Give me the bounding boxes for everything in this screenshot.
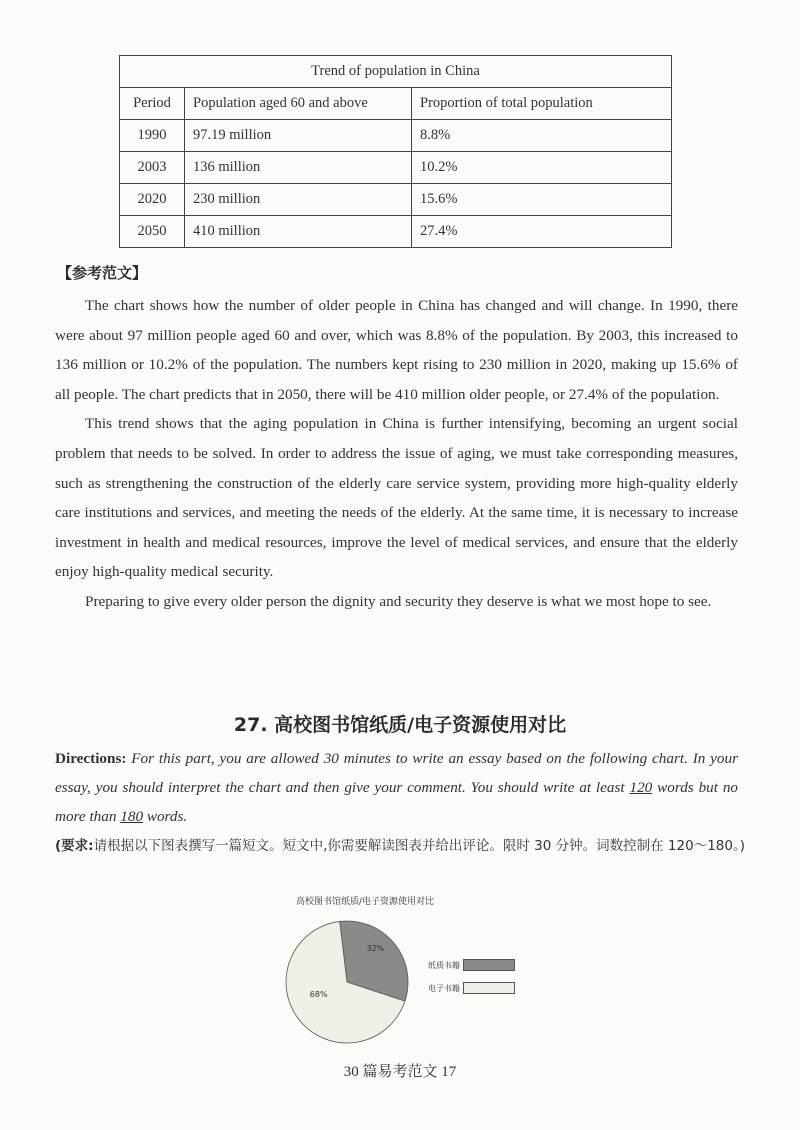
table-header-population: Population aged 60 and above	[185, 88, 412, 120]
table-cell: 2020	[120, 184, 185, 216]
table-header-proportion: Proportion of total population	[412, 88, 672, 120]
legend-swatch-paper	[463, 959, 515, 971]
directions	[55, 744, 738, 831]
requirement-note	[55, 833, 745, 859]
table-cell: 8.8%	[412, 120, 672, 152]
sample-essay	[55, 291, 738, 617]
page-footer: 30 篇易考范文 17	[343, 1064, 457, 1080]
table-cell: 15.6%	[412, 184, 672, 216]
legend-label-paper: 纸质书籍	[428, 961, 460, 970]
section-title: 27. 高校图书馆纸质/电子资源使用对比	[233, 714, 567, 736]
requirement-text: 请根据以下图表撰写一篇短文。短文中,你需要解读图表并给出评论。限时 30 分钟。词数控制在 120～180。)	[93, 838, 745, 854]
directions-label: Directions:	[55, 750, 127, 767]
pie-chart	[250, 890, 560, 1050]
directions-text: For this part, you are allowed 30 minutes to write an essay based on the following chart. In your essay, you should interpret the chart and then give your comment. You should write at least 120 words but no more than 180 words.	[55, 750, 739, 825]
table-cell: 2050	[120, 216, 185, 248]
table-cell: 410 million	[185, 216, 412, 248]
table-cell: 97.19 million	[185, 120, 412, 152]
table-cell: 1990	[120, 120, 185, 152]
table-caption: Trend of population in China	[120, 56, 672, 88]
table-cell: 27.4%	[412, 216, 672, 248]
legend-label-ebook: 电子书籍	[428, 984, 460, 993]
chart-title: 高校图书馆纸质/电子资源使用对比	[295, 897, 435, 907]
pie-label-0: 32%	[366, 943, 385, 953]
table-cell: 136 million	[185, 152, 412, 184]
pie-label-1: 68%	[309, 990, 328, 1000]
essay-paragraph-1: The chart shows how the number of older people in China has changed and will change. In 1990, there were about 97 million people aged 60 and over, which was 8.8% of the population. By 2003, this increased to 136 million or 10.2% of the population. The numbers kept rising to 230 million in 2020, making up 15.6% of all people. The chart predicts that in 2050, there will be 410 million older people, or 27.4% of the population.	[55, 297, 738, 403]
min-words: 120	[629, 779, 653, 796]
max-words: 180	[120, 808, 144, 825]
legend-swatch-ebook	[463, 982, 515, 994]
sample-essay-heading: 【参考范文】	[57, 264, 148, 282]
table-row	[120, 216, 672, 248]
essay-paragraph-2: This trend shows that the aging population in China is further intensifying, becoming an urgent social problem that needs to be solved. In order to address the issue of aging, we must take corresponding measures, such as strengthening the construction of the elderly care service system, providing more high-quality elderly care institutions and services, and meeting the needs of the elderly. At the same time, it is necessary to increase investment in health and medical resources, improve the level of medical services, and ensure that the elderly enjoy high-quality medical security.	[55, 415, 738, 581]
population-table	[119, 55, 672, 248]
requirement-label: (要求:	[55, 838, 94, 854]
table-row	[120, 184, 672, 216]
table-cell: 2003	[120, 152, 185, 184]
table-cell: 230 million	[185, 184, 412, 216]
table-cell: 10.2%	[412, 152, 672, 184]
table-row	[120, 152, 672, 184]
table-row	[120, 120, 672, 152]
essay-paragraph-3: Preparing to give every older person the dignity and security they deserve is what we most hope to see.	[85, 592, 712, 610]
table-header-period: Period	[120, 88, 185, 120]
